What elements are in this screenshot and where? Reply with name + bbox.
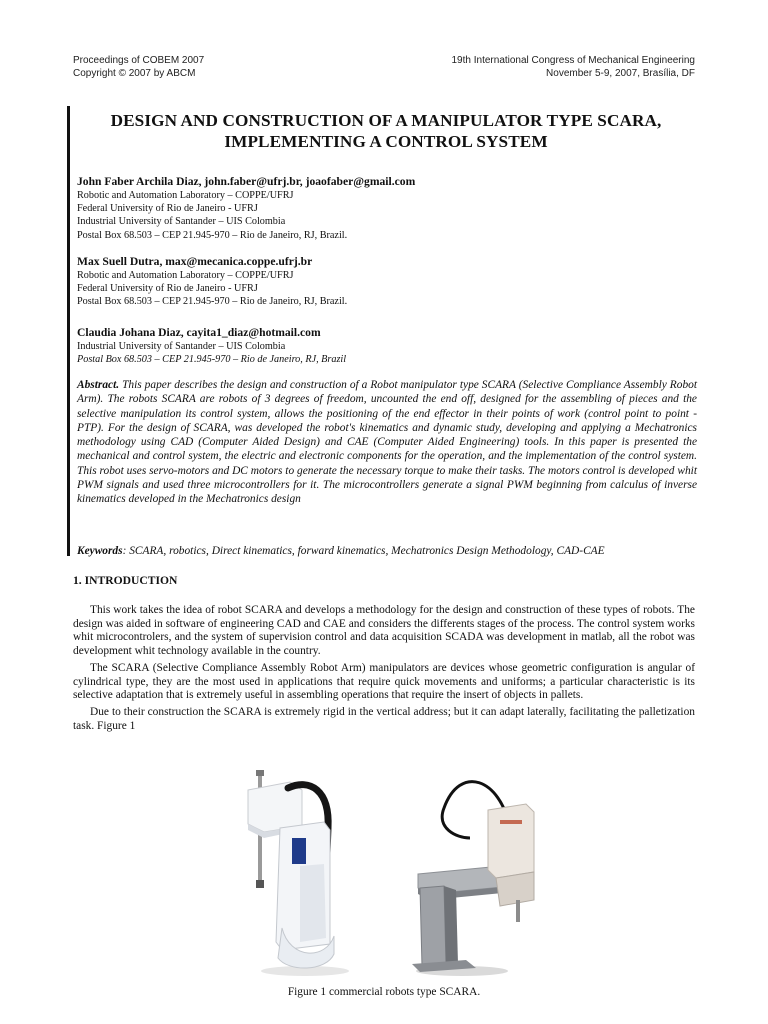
section-heading: 1. INTRODUCTION: [73, 574, 178, 587]
introduction-body: [73, 604, 695, 733]
figure-caption: Figure 1 commercial robots type SCARA.: [287, 986, 481, 998]
figure-scara-robots: [230, 768, 550, 978]
abstract: [77, 378, 697, 507]
author-2: [77, 254, 697, 309]
white-scara-robot: [248, 770, 349, 976]
affiliation-line: Industrial University of Santander – UIS Colombia: [77, 216, 286, 228]
gray-scara-robot: [412, 782, 534, 976]
affiliation-line: Federal University of Rio de Janeiro - UFRJ: [77, 283, 258, 295]
left-rule: [67, 106, 70, 556]
author-name: Max Suell Dutra, max@mecanica.coppe.ufrj.br: [77, 255, 313, 268]
author-name: Claudia Johana Diaz, cayita1_diaz@hotmail.com: [77, 326, 321, 339]
affiliation-line: Robotic and Automation Laboratory – COPPE/UFRJ: [77, 190, 294, 201]
author-1: [77, 174, 697, 242]
affiliation-line: Federal University of Rio de Janeiro - UFRJ: [77, 203, 258, 215]
keywords: [77, 544, 697, 558]
header-left: [73, 54, 204, 80]
affiliation-line: Industrial University of Santander – UIS Colombia: [77, 341, 286, 352]
abstract-label: Abstract.: [77, 379, 120, 391]
author-name: John Faber Archila Diaz, john.faber@ufrj.br, joaofaber@gmail.com: [77, 175, 416, 188]
title-line-2: IMPLEMENTING A CONTROL SYSTEM: [224, 131, 548, 151]
title-line-1: DESIGN AND CONSTRUCTION OF A MANIPULATOR TYPE SCARA,: [110, 111, 662, 130]
paragraph: The SCARA (Selective Compliance Assembly Robot Arm) manipulators are devices whose geometric configuration is angular of cylindrical type, they are the most used in applications that require quick movements and uniforms; a particular characteristic is its selective adaptation that is extremely useful in assembling operations that require the insert of objects in pallets.: [73, 661, 695, 702]
affiliation-line: Postal Box 68.503 – CEP 21.945-970 – Rio de Janeiro, RJ, Brazil: [77, 354, 347, 366]
proceedings-line: Proceedings of COBEM 2007: [73, 55, 205, 66]
copyright-line: Copyright © 2007 by ABCM: [73, 68, 196, 79]
author-3: [77, 325, 697, 366]
keywords-text: : SCARA, robotics, Direct kinematics, forward kinematics, Mechatronics Design Methodology, CAD-CAE: [122, 545, 605, 557]
affiliation-line: Postal Box 68.503 – CEP 21.945-970 – Rio de Janeiro, RJ, Brazil.: [77, 229, 348, 241]
congress-line: 19th International Congress of Mechanical Engineering: [451, 55, 695, 66]
affiliation-line: Postal Box 68.503 – CEP 21.945-970 – Rio de Janeiro, RJ, Brazil.: [77, 296, 348, 308]
header-right: [452, 54, 696, 80]
keywords-label: Keywords: [77, 545, 123, 557]
abstract-text: This paper describes the design and construction of a Robot manipulator type SCARA (Selective Compliance Assembly Robot Arm). The robots SCARA are robots of 3 degrees of freedom, uncounted the end off, designed for the assembling of pieces and the selective manipulation its control system, allows the positioning of the end effector in their points of work (control point to point - PTP). For the design of SCARA, was developed the robot's kinematics and dynamic study, developing and applying a Mechatronics methodology using CAD (Computer Aided Design) and CAE (Computer Aided Engineering) tools. In this paper is presented the mechanical and control system, the electric and electronic components for the operation, and the implementation of the control system. This robot uses servo-motors and DC motors to generate the necessary torque to make their tasks. The motors control is developed whit PWM signals and used three microcontrollers for it. The microcontrollers generate a signal PWM beginning from calculus of inverse kinematics developed in the Mechatronics design: [77, 379, 697, 506]
paper-title: [76, 111, 696, 152]
paragraph: Due to their construction the SCARA is extremely rigid in the vertical address; but it can adapt laterally, facilitating the palletization task. Figure 1: [73, 705, 695, 732]
affiliation-line: Robotic and Automation Laboratory – COPPE/UFRJ: [77, 270, 294, 281]
date-line: November 5-9, 2007, Brasília, DF: [546, 68, 695, 79]
paragraph: This work takes the idea of robot SCARA and develops a methodology for the design and construction of these types of robots. The design was aided in software of engineering CAD and CAE and considers the differents stages of the process. The control system works whit microcontrolers, and the system of supervision control and data acquisition SCADA was development in matlab, all the robot was development whit technology available in the country.: [73, 604, 695, 658]
